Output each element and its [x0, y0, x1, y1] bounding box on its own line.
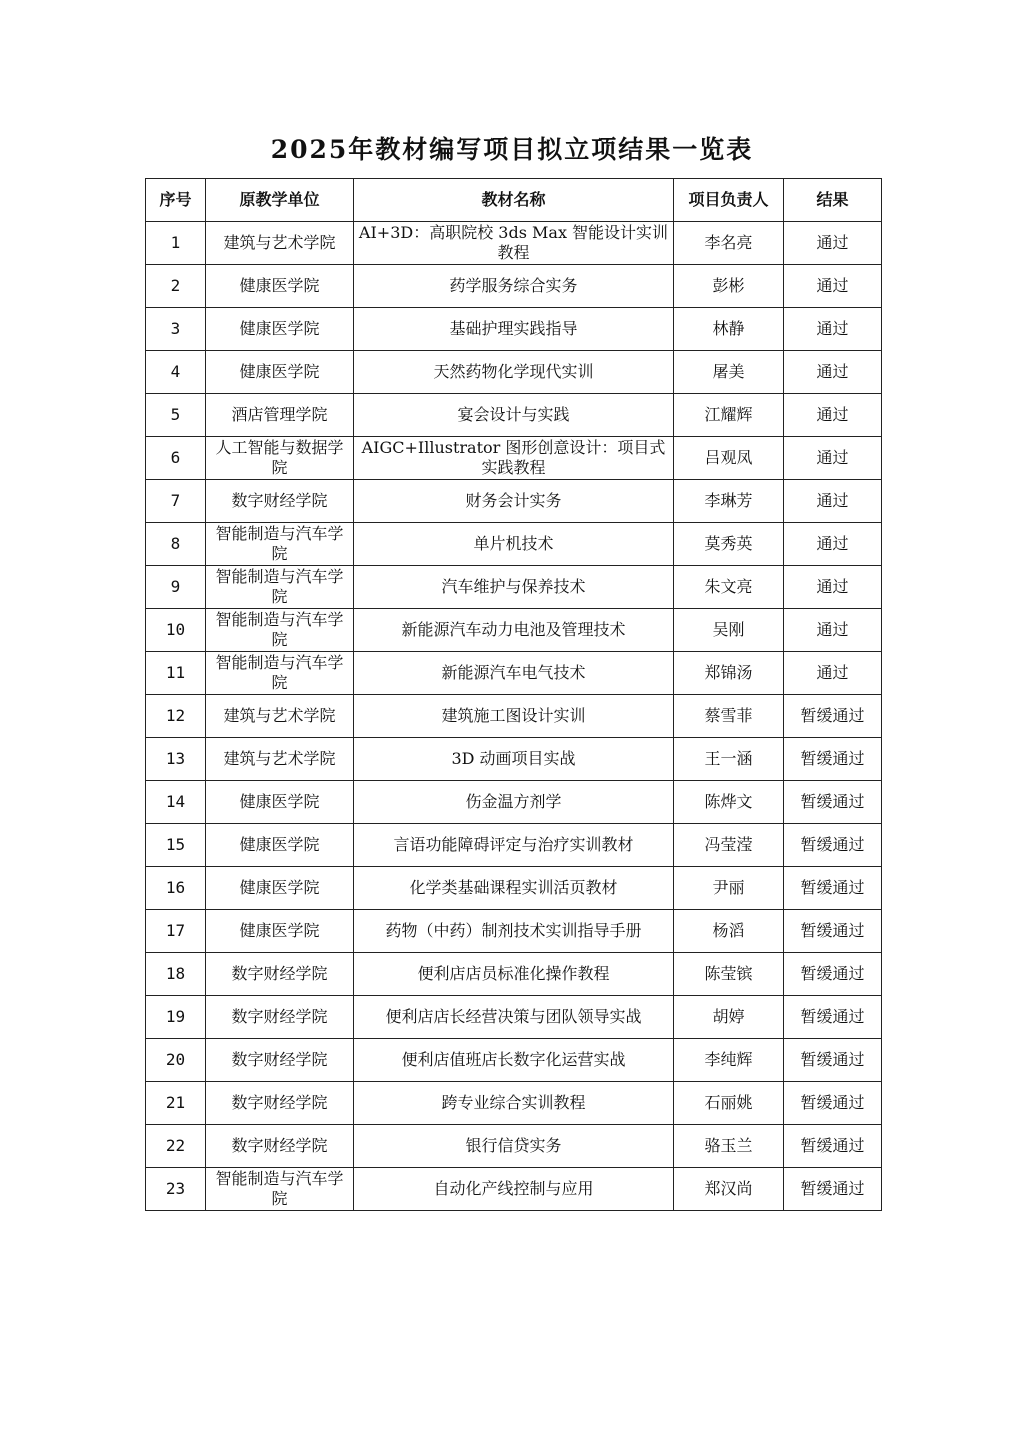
cell-textbook-name: 宴会设计与实践: [354, 394, 674, 437]
cell-result: 通过: [784, 652, 882, 695]
cell-no: 2: [146, 265, 206, 308]
cell-no: 20: [146, 1039, 206, 1082]
cell-result: 通过: [784, 609, 882, 652]
cell-project-lead: 屠美: [674, 351, 784, 394]
results-table: [145, 178, 882, 1211]
cell-project-lead: 郑汉尚: [674, 1168, 784, 1211]
table-row: [146, 824, 882, 867]
cell-no: 17: [146, 910, 206, 953]
table-row: [146, 695, 882, 738]
table-row: [146, 910, 882, 953]
cell-unit: 数字财经学院: [206, 1039, 354, 1082]
cell-textbook-name: 单片机技术: [354, 523, 674, 566]
cell-textbook-name: 3D 动画项目实战: [354, 738, 674, 781]
cell-unit: 健康医学院: [206, 308, 354, 351]
cell-unit: 数字财经学院: [206, 996, 354, 1039]
table-row: [146, 394, 882, 437]
cell-result: 暂缓通过: [784, 1082, 882, 1125]
table-row: [146, 480, 882, 523]
cell-no: 5: [146, 394, 206, 437]
cell-unit: 数字财经学院: [206, 480, 354, 523]
cell-unit: 智能制造与汽车学院: [206, 609, 354, 652]
cell-no: 11: [146, 652, 206, 695]
cell-project-lead: 陈烨文: [674, 781, 784, 824]
table-row: [146, 265, 882, 308]
cell-no: 21: [146, 1082, 206, 1125]
table-row: [146, 523, 882, 566]
cell-result: 通过: [784, 437, 882, 480]
cell-unit: 智能制造与汽车学院: [206, 523, 354, 566]
cell-unit: 健康医学院: [206, 867, 354, 910]
cell-result: 暂缓通过: [784, 996, 882, 1039]
cell-textbook-name: 新能源汽车电气技术: [354, 652, 674, 695]
table-row: [146, 351, 882, 394]
header-result: 结果: [784, 179, 882, 222]
cell-project-lead: 石丽姚: [674, 1082, 784, 1125]
cell-unit: 健康医学院: [206, 265, 354, 308]
cell-result: 通过: [784, 308, 882, 351]
cell-no: 12: [146, 695, 206, 738]
table-row: [146, 566, 882, 609]
cell-result: 暂缓通过: [784, 781, 882, 824]
cell-result: 暂缓通过: [784, 910, 882, 953]
cell-result: 通过: [784, 523, 882, 566]
cell-no: 15: [146, 824, 206, 867]
header-no: 序号: [146, 179, 206, 222]
table-row: [146, 867, 882, 910]
cell-unit: 数字财经学院: [206, 953, 354, 996]
cell-textbook-name: 基础护理实践指导: [354, 308, 674, 351]
header-lead: 项目负责人: [674, 179, 784, 222]
cell-project-lead: 林静: [674, 308, 784, 351]
page-title: 2025年教材编写项目拟立项结果一览表: [270, 135, 754, 164]
cell-textbook-name: 药物（中药）制剂技术实训指导手册: [354, 910, 674, 953]
cell-unit: 智能制造与汽车学院: [206, 1168, 354, 1211]
cell-result: 通过: [784, 566, 882, 609]
table-row: [146, 1039, 882, 1082]
cell-no: 4: [146, 351, 206, 394]
table-row: [146, 652, 882, 695]
cell-unit: 健康医学院: [206, 910, 354, 953]
cell-unit: 数字财经学院: [206, 1082, 354, 1125]
cell-textbook-name: 汽车维护与保养技术: [354, 566, 674, 609]
cell-no: 10: [146, 609, 206, 652]
cell-textbook-name: 跨专业综合实训教程: [354, 1082, 674, 1125]
cell-unit: 健康医学院: [206, 351, 354, 394]
cell-result: 通过: [784, 265, 882, 308]
cell-textbook-name: 财务会计实务: [354, 480, 674, 523]
table-row: [146, 308, 882, 351]
cell-textbook-name: AIGC+Illustrator 图形创意设计：项目式实践教程: [354, 437, 674, 480]
cell-no: 23: [146, 1168, 206, 1211]
cell-project-lead: 骆玉兰: [674, 1125, 784, 1168]
table-row: [146, 1168, 882, 1211]
cell-no: 8: [146, 523, 206, 566]
cell-unit: 建筑与艺术学院: [206, 738, 354, 781]
cell-project-lead: 吴刚: [674, 609, 784, 652]
cell-project-lead: 彭彬: [674, 265, 784, 308]
cell-project-lead: 江耀辉: [674, 394, 784, 437]
cell-project-lead: 陈莹镔: [674, 953, 784, 996]
cell-textbook-name: AI+3D：高职院校 3ds Max 智能设计实训教程: [354, 222, 674, 265]
cell-no: 3: [146, 308, 206, 351]
cell-no: 14: [146, 781, 206, 824]
cell-unit: 建筑与艺术学院: [206, 222, 354, 265]
cell-result: 暂缓通过: [784, 953, 882, 996]
cell-unit: 健康医学院: [206, 824, 354, 867]
cell-textbook-name: 新能源汽车动力电池及管理技术: [354, 609, 674, 652]
cell-no: 7: [146, 480, 206, 523]
cell-project-lead: 莫秀英: [674, 523, 784, 566]
cell-result: 暂缓通过: [784, 1039, 882, 1082]
cell-textbook-name: 言语功能障碍评定与治疗实训教材: [354, 824, 674, 867]
cell-result: 暂缓通过: [784, 867, 882, 910]
cell-result: 暂缓通过: [784, 695, 882, 738]
cell-result: 通过: [784, 222, 882, 265]
cell-unit: 酒店管理学院: [206, 394, 354, 437]
cell-unit: 数字财经学院: [206, 1125, 354, 1168]
cell-no: 18: [146, 953, 206, 996]
table-row: [146, 1125, 882, 1168]
cell-result: 暂缓通过: [784, 1168, 882, 1211]
cell-unit: 健康医学院: [206, 781, 354, 824]
cell-project-lead: 冯莹滢: [674, 824, 784, 867]
cell-unit: 智能制造与汽车学院: [206, 652, 354, 695]
table-body: [146, 222, 882, 1211]
cell-result: 暂缓通过: [784, 824, 882, 867]
cell-textbook-name: 化学类基础课程实训活页教材: [354, 867, 674, 910]
table-row: [146, 437, 882, 480]
cell-project-lead: 吕观凤: [674, 437, 784, 480]
header-unit: 原教学单位: [206, 179, 354, 222]
cell-textbook-name: 建筑施工图设计实训: [354, 695, 674, 738]
cell-result: 暂缓通过: [784, 738, 882, 781]
cell-textbook-name: 药学服务综合实务: [354, 265, 674, 308]
cell-unit: 人工智能与数据学院: [206, 437, 354, 480]
cell-no: 13: [146, 738, 206, 781]
cell-result: 通过: [784, 351, 882, 394]
cell-project-lead: 朱文亮: [674, 566, 784, 609]
cell-textbook-name: 便利店店长经营决策与团队领导实战: [354, 996, 674, 1039]
cell-unit: 智能制造与汽车学院: [206, 566, 354, 609]
cell-no: 1: [146, 222, 206, 265]
cell-textbook-name: 便利店值班店长数字化运营实战: [354, 1039, 674, 1082]
cell-no: 6: [146, 437, 206, 480]
header-name: 教材名称: [354, 179, 674, 222]
cell-textbook-name: 伤金温方剂学: [354, 781, 674, 824]
cell-project-lead: 胡婷: [674, 996, 784, 1039]
cell-textbook-name: 银行信贷实务: [354, 1125, 674, 1168]
table-row: [146, 1082, 882, 1125]
cell-project-lead: 郑锦汤: [674, 652, 784, 695]
cell-textbook-name: 便利店店员标准化操作教程: [354, 953, 674, 996]
table-row: [146, 222, 882, 265]
table-header-row: [146, 179, 882, 222]
cell-project-lead: 蔡雪菲: [674, 695, 784, 738]
table-row: [146, 953, 882, 996]
table-row: [146, 781, 882, 824]
cell-textbook-name: 天然药物化学现代实训: [354, 351, 674, 394]
cell-no: 9: [146, 566, 206, 609]
table-row: [146, 738, 882, 781]
cell-project-lead: 李琳芳: [674, 480, 784, 523]
cell-project-lead: 尹丽: [674, 867, 784, 910]
cell-no: 16: [146, 867, 206, 910]
cell-project-lead: 李名亮: [674, 222, 784, 265]
cell-unit: 建筑与艺术学院: [206, 695, 354, 738]
cell-project-lead: 王一涵: [674, 738, 784, 781]
table-row: [146, 609, 882, 652]
cell-project-lead: 杨滔: [674, 910, 784, 953]
cell-result: 通过: [784, 480, 882, 523]
cell-result: 通过: [784, 394, 882, 437]
cell-no: 19: [146, 996, 206, 1039]
cell-no: 22: [146, 1125, 206, 1168]
cell-project-lead: 李纯辉: [674, 1039, 784, 1082]
table-row: [146, 996, 882, 1039]
cell-result: 暂缓通过: [784, 1125, 882, 1168]
cell-textbook-name: 自动化产线控制与应用: [354, 1168, 674, 1211]
